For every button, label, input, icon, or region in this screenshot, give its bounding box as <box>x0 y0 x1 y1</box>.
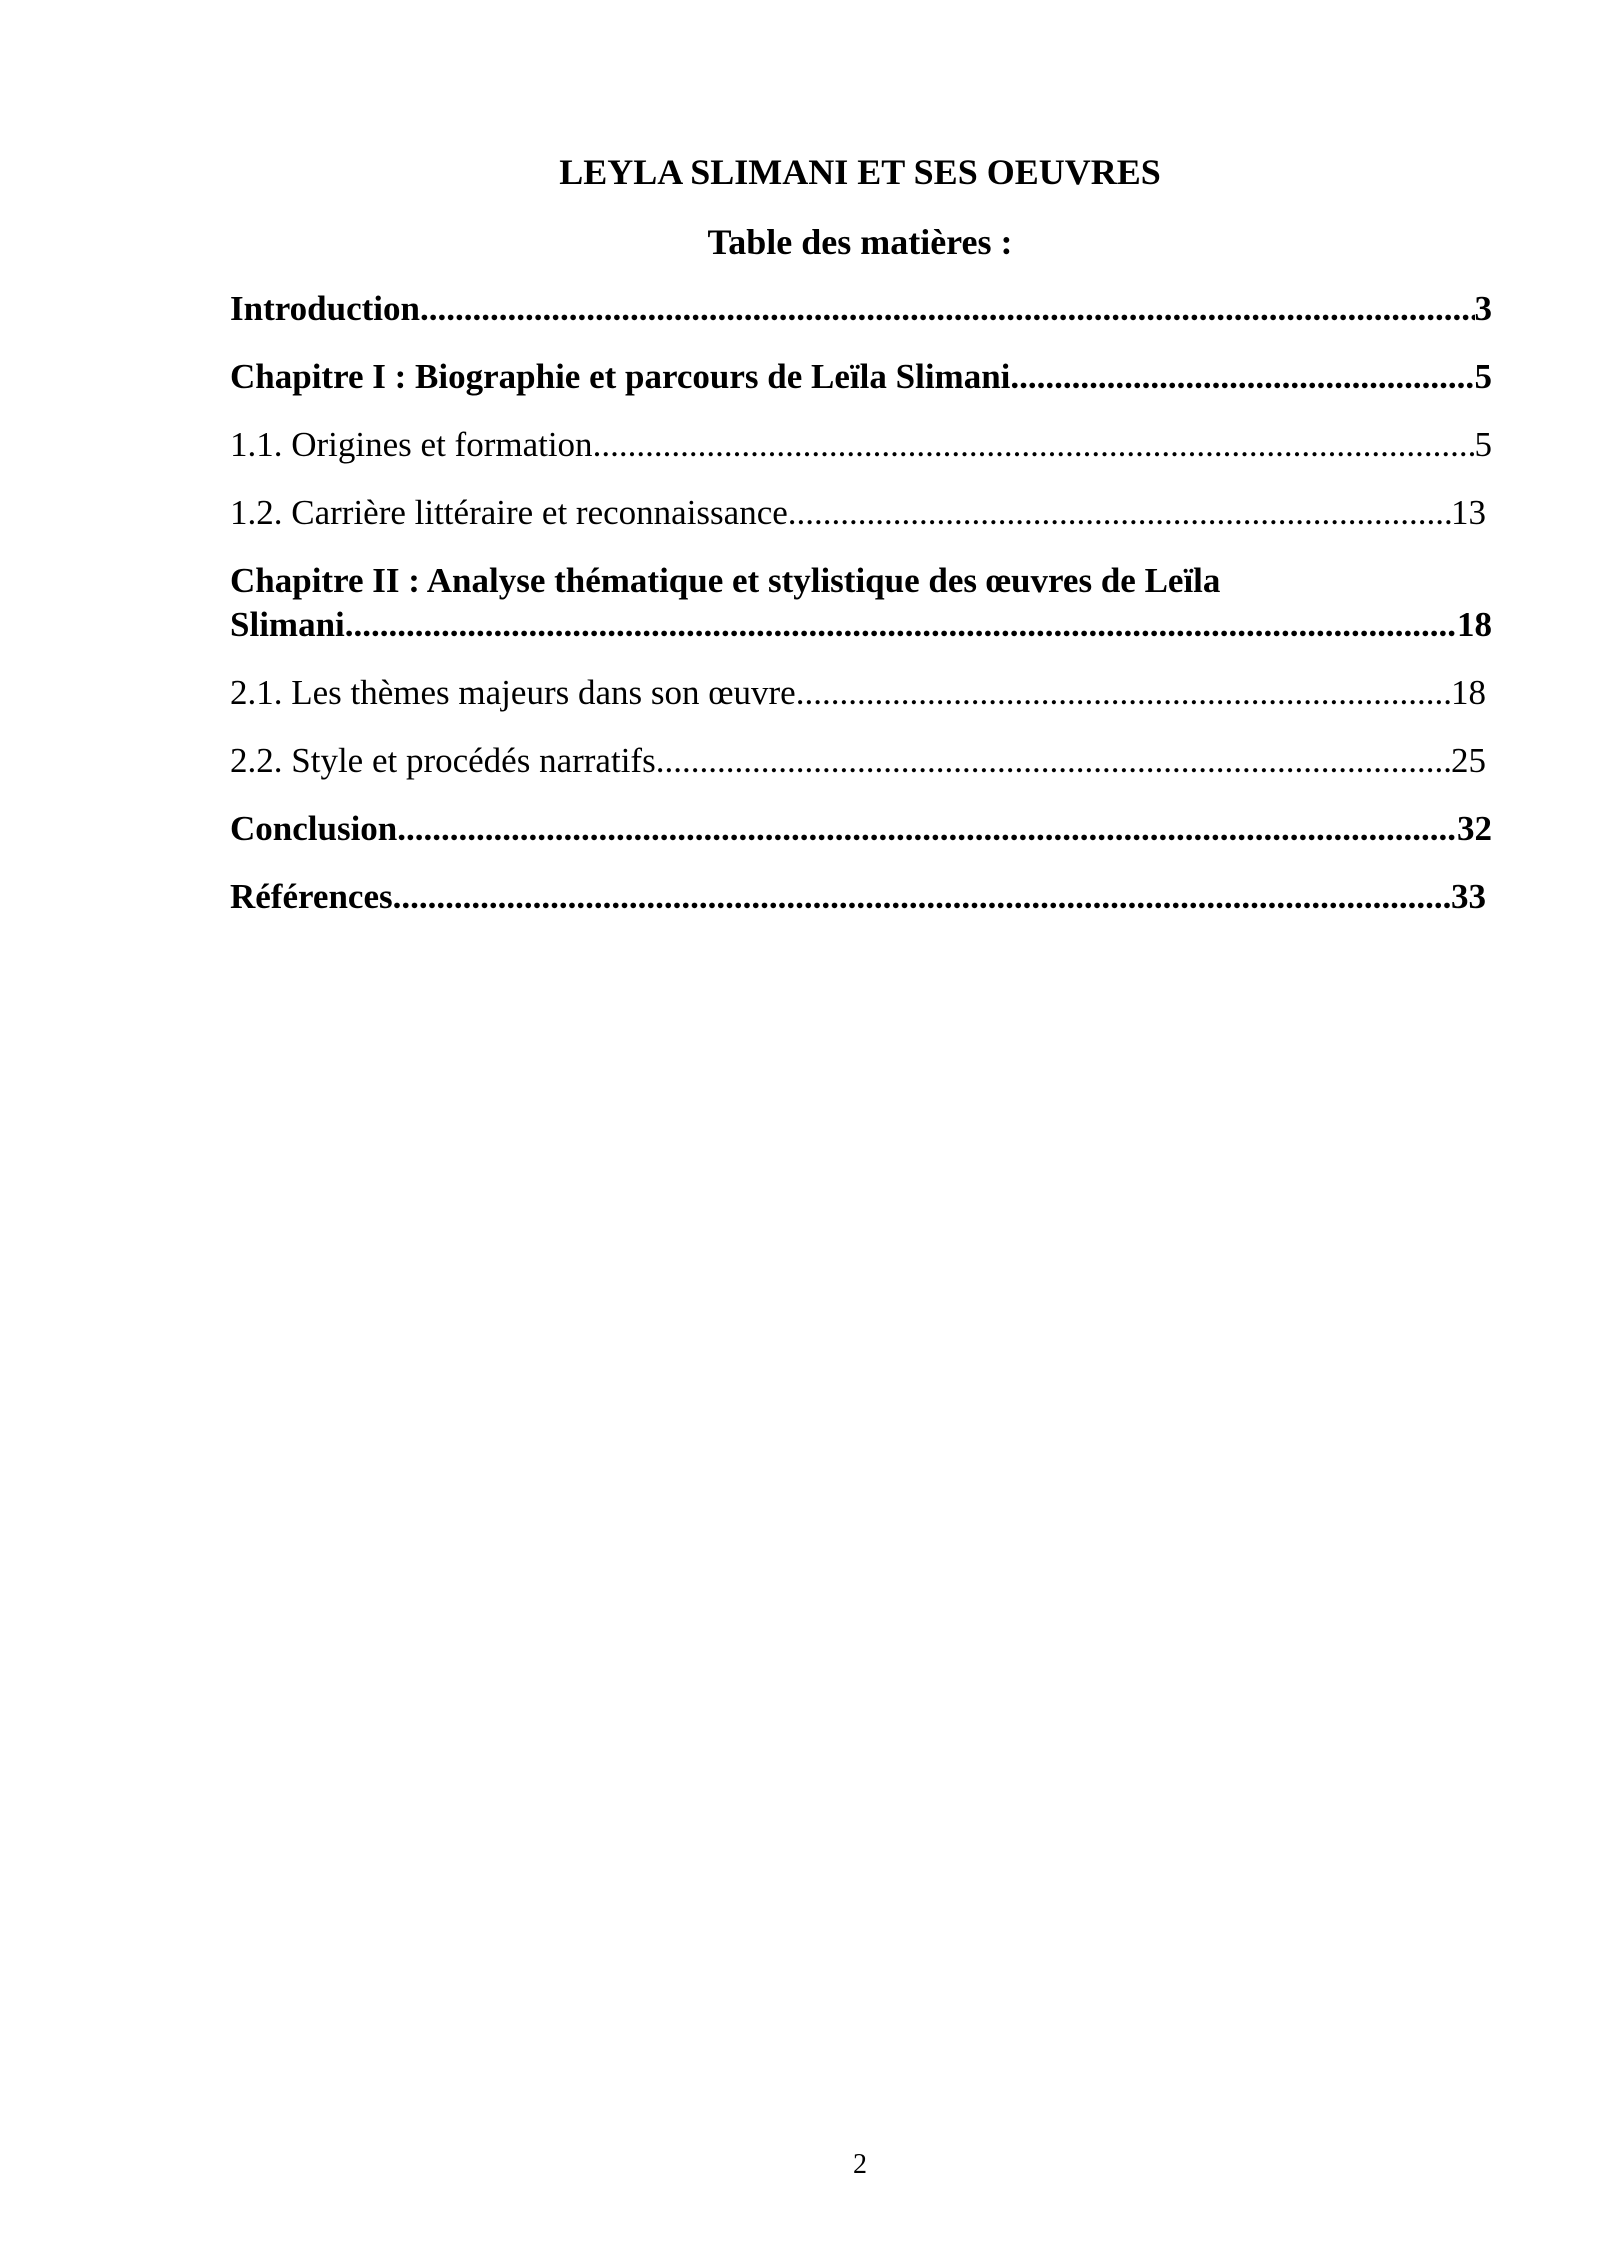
toc-entry-1-2[interactable] <box>230 491 1486 535</box>
toc-leader-dots <box>796 671 1451 715</box>
toc-entry-page: 33 <box>1451 877 1486 916</box>
toc-entry-references[interactable] <box>230 875 1486 919</box>
toc-entry-1-1[interactable] <box>230 423 1492 467</box>
toc-entry-label: Chapitre I : Biographie et parcours de Leïla Slimani <box>230 357 1011 396</box>
toc-entry-chapitre-2[interactable] <box>230 559 1492 647</box>
toc-entry-label: 1.1. Origines et formation <box>230 425 593 464</box>
table-of-contents <box>230 287 1492 943</box>
toc-entry-2-1[interactable] <box>230 671 1486 715</box>
toc-leader-dots <box>393 875 1451 919</box>
toc-entry-label: Introduction <box>230 289 420 328</box>
toc-entry-page: 3 <box>1474 289 1492 328</box>
toc-entry-chapitre-1[interactable] <box>230 355 1492 399</box>
toc-entry-introduction[interactable] <box>230 287 1492 331</box>
toc-leader-dots <box>397 807 1457 851</box>
page-number: 2 <box>853 2149 867 2180</box>
document-title: LEYLA SLIMANI ET SES OEUVRES <box>559 152 1161 192</box>
toc-entry-page: 18 <box>1457 605 1492 644</box>
toc-leader-dots <box>788 491 1451 535</box>
toc-entry-label: 2.2. Style et procédés narratifs <box>230 741 656 780</box>
toc-entry-page: 32 <box>1457 809 1492 848</box>
toc-leader-dots <box>593 423 1475 467</box>
toc-entry-page: 13 <box>1451 493 1486 532</box>
toc-entry-page: 5 <box>1474 425 1492 464</box>
toc-leader-dots <box>1010 355 1474 399</box>
toc-entry-page: 5 <box>1474 357 1492 396</box>
toc-heading: Table des matières : <box>707 222 1013 262</box>
toc-entry-label: Références <box>230 877 393 916</box>
toc-entry-label: Conclusion <box>230 809 398 848</box>
toc-entry-conclusion[interactable] <box>230 807 1492 851</box>
toc-entry-label-line1: Chapitre II : Analyse thématique et stylistique des œuvres de Leïla <box>230 561 1221 600</box>
toc-leader-dots <box>345 603 1457 647</box>
toc-entry-label: Slimani <box>230 605 345 644</box>
toc-entry-label: 2.1. Les thèmes majeurs dans son œuvre <box>230 673 796 712</box>
toc-entry-2-2[interactable] <box>230 739 1486 783</box>
toc-leader-dots <box>656 739 1451 783</box>
toc-entry-page: 18 <box>1451 673 1486 712</box>
toc-entry-page: 25 <box>1451 741 1486 780</box>
toc-leader-dots <box>420 287 1475 331</box>
toc-entry-label: 1.2. Carrière littéraire et reconnaissance <box>230 493 788 532</box>
